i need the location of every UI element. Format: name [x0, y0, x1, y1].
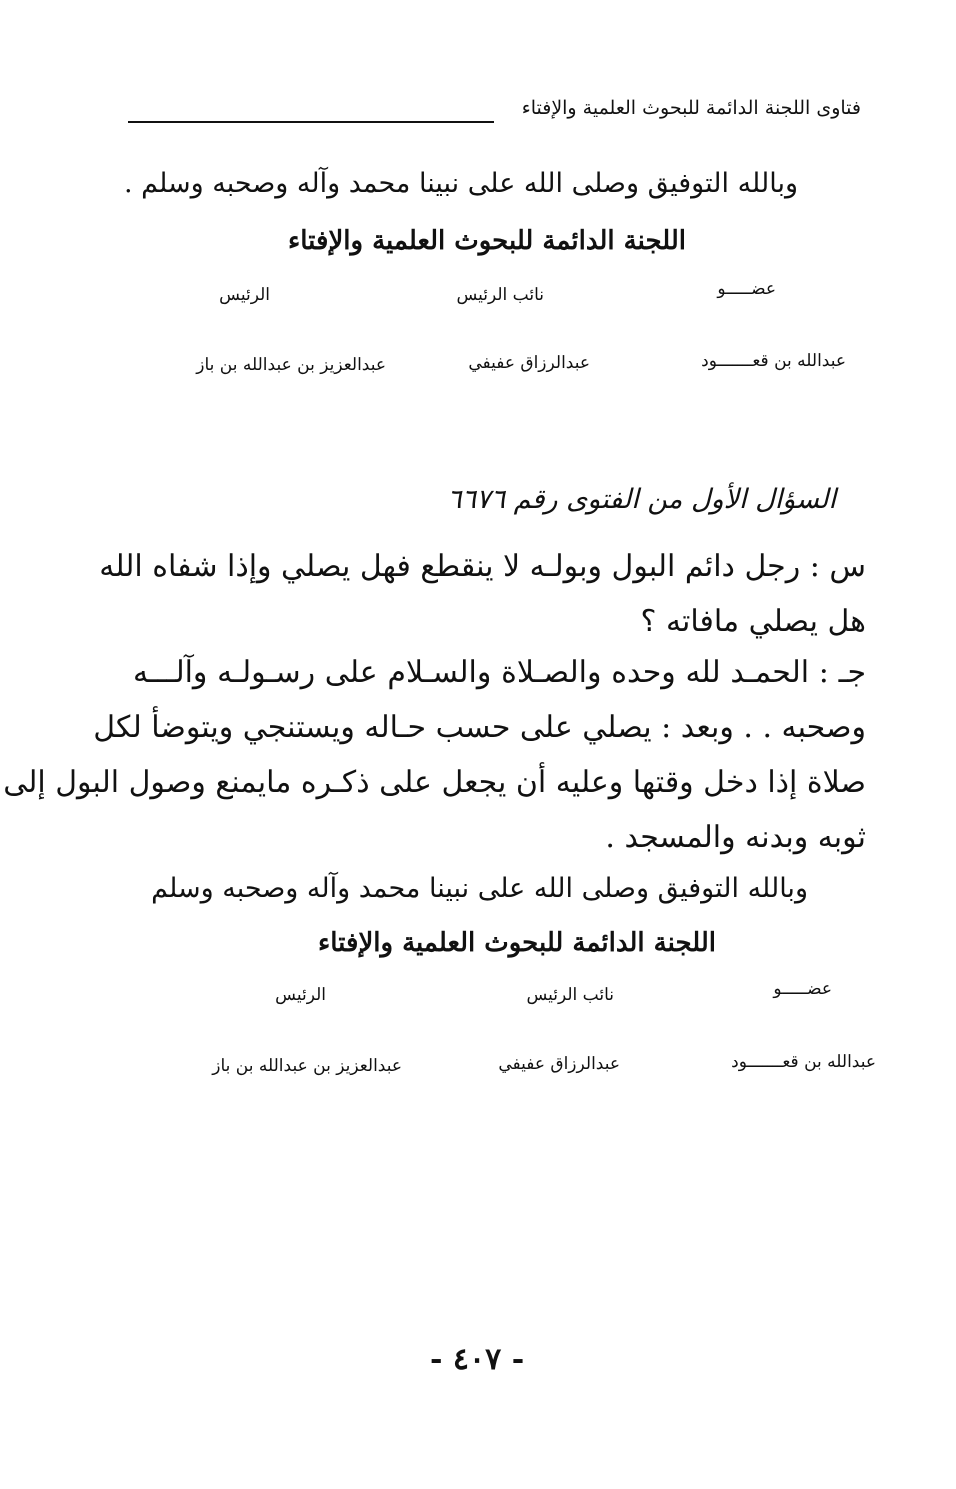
committee-name: اللجنة الدائمة للبحوث العلمية والإفتاء: [288, 226, 686, 256]
answer-line: جـ : الحمـد لله وحده والصـلاة والسـلام على رسـولـه وآلـــه: [133, 655, 866, 690]
closing-prayer: وبالله التوفيق وصلى الله على نبينا محمد وآله وصحبه وسلم .: [123, 168, 798, 199]
closing-prayer: وبالله التوفيق وصلى الله على نبينا محمد وآله وصحبه وسلم: [151, 873, 808, 904]
page-number: - ٤٠٧ -: [430, 1342, 525, 1377]
vice-president-name: عبدالرزاق عفيفي: [468, 353, 590, 373]
role-vice-president: نائب الرئيس: [526, 985, 614, 1005]
answer-paragraph: [3, 645, 866, 865]
member-name: عبدالله بن قعـــــــود: [701, 351, 846, 371]
fatwa-title: السؤال الأول من الفتوى رقم ٦٦٧٦: [447, 484, 836, 515]
vice-president-name: عبدالرزاق عفيفي: [498, 1054, 620, 1074]
question-paragraph: [99, 539, 866, 649]
answer-line: صلاة إذا دخل وقتها وعليه أن يجعل على ذكـره مايمنع وصول البول إلى: [3, 765, 866, 800]
role-member: عضـــــو: [773, 979, 832, 999]
president-name: عبدالعزيز بن عبدالله بن باز: [196, 355, 386, 375]
committee-name: اللجنة الدائمة للبحوث العلمية والإفتاء: [318, 928, 716, 958]
role-president: الرئيس: [275, 985, 326, 1005]
role-vice-president: نائب الرئيس: [456, 285, 544, 305]
president-name: عبدالعزيز بن عبدالله بن باز: [212, 1056, 402, 1076]
header-rule: [128, 121, 494, 123]
question-line: س : رجل دائم البول وبولـه لا ينقطع فهل يصلي وإذا شفاه الله: [99, 549, 866, 584]
answer-line: وصحبه . . وبعد : يصلي على حسب حـاله ويستنجي ويتوضأ لكل: [93, 710, 866, 745]
question-line: هل يصلي مافاته ؟: [640, 604, 866, 639]
answer-line: ثوبه وبدنه والمسجد .: [605, 820, 866, 855]
role-member: عضـــــو: [717, 279, 776, 299]
member-name: عبدالله بن قعـــــــود: [731, 1052, 876, 1072]
running-header: فتاوى اللجنة الدائمة للبحوث العلمية والإفتاء: [521, 97, 861, 119]
role-president: الرئيس: [219, 285, 270, 305]
